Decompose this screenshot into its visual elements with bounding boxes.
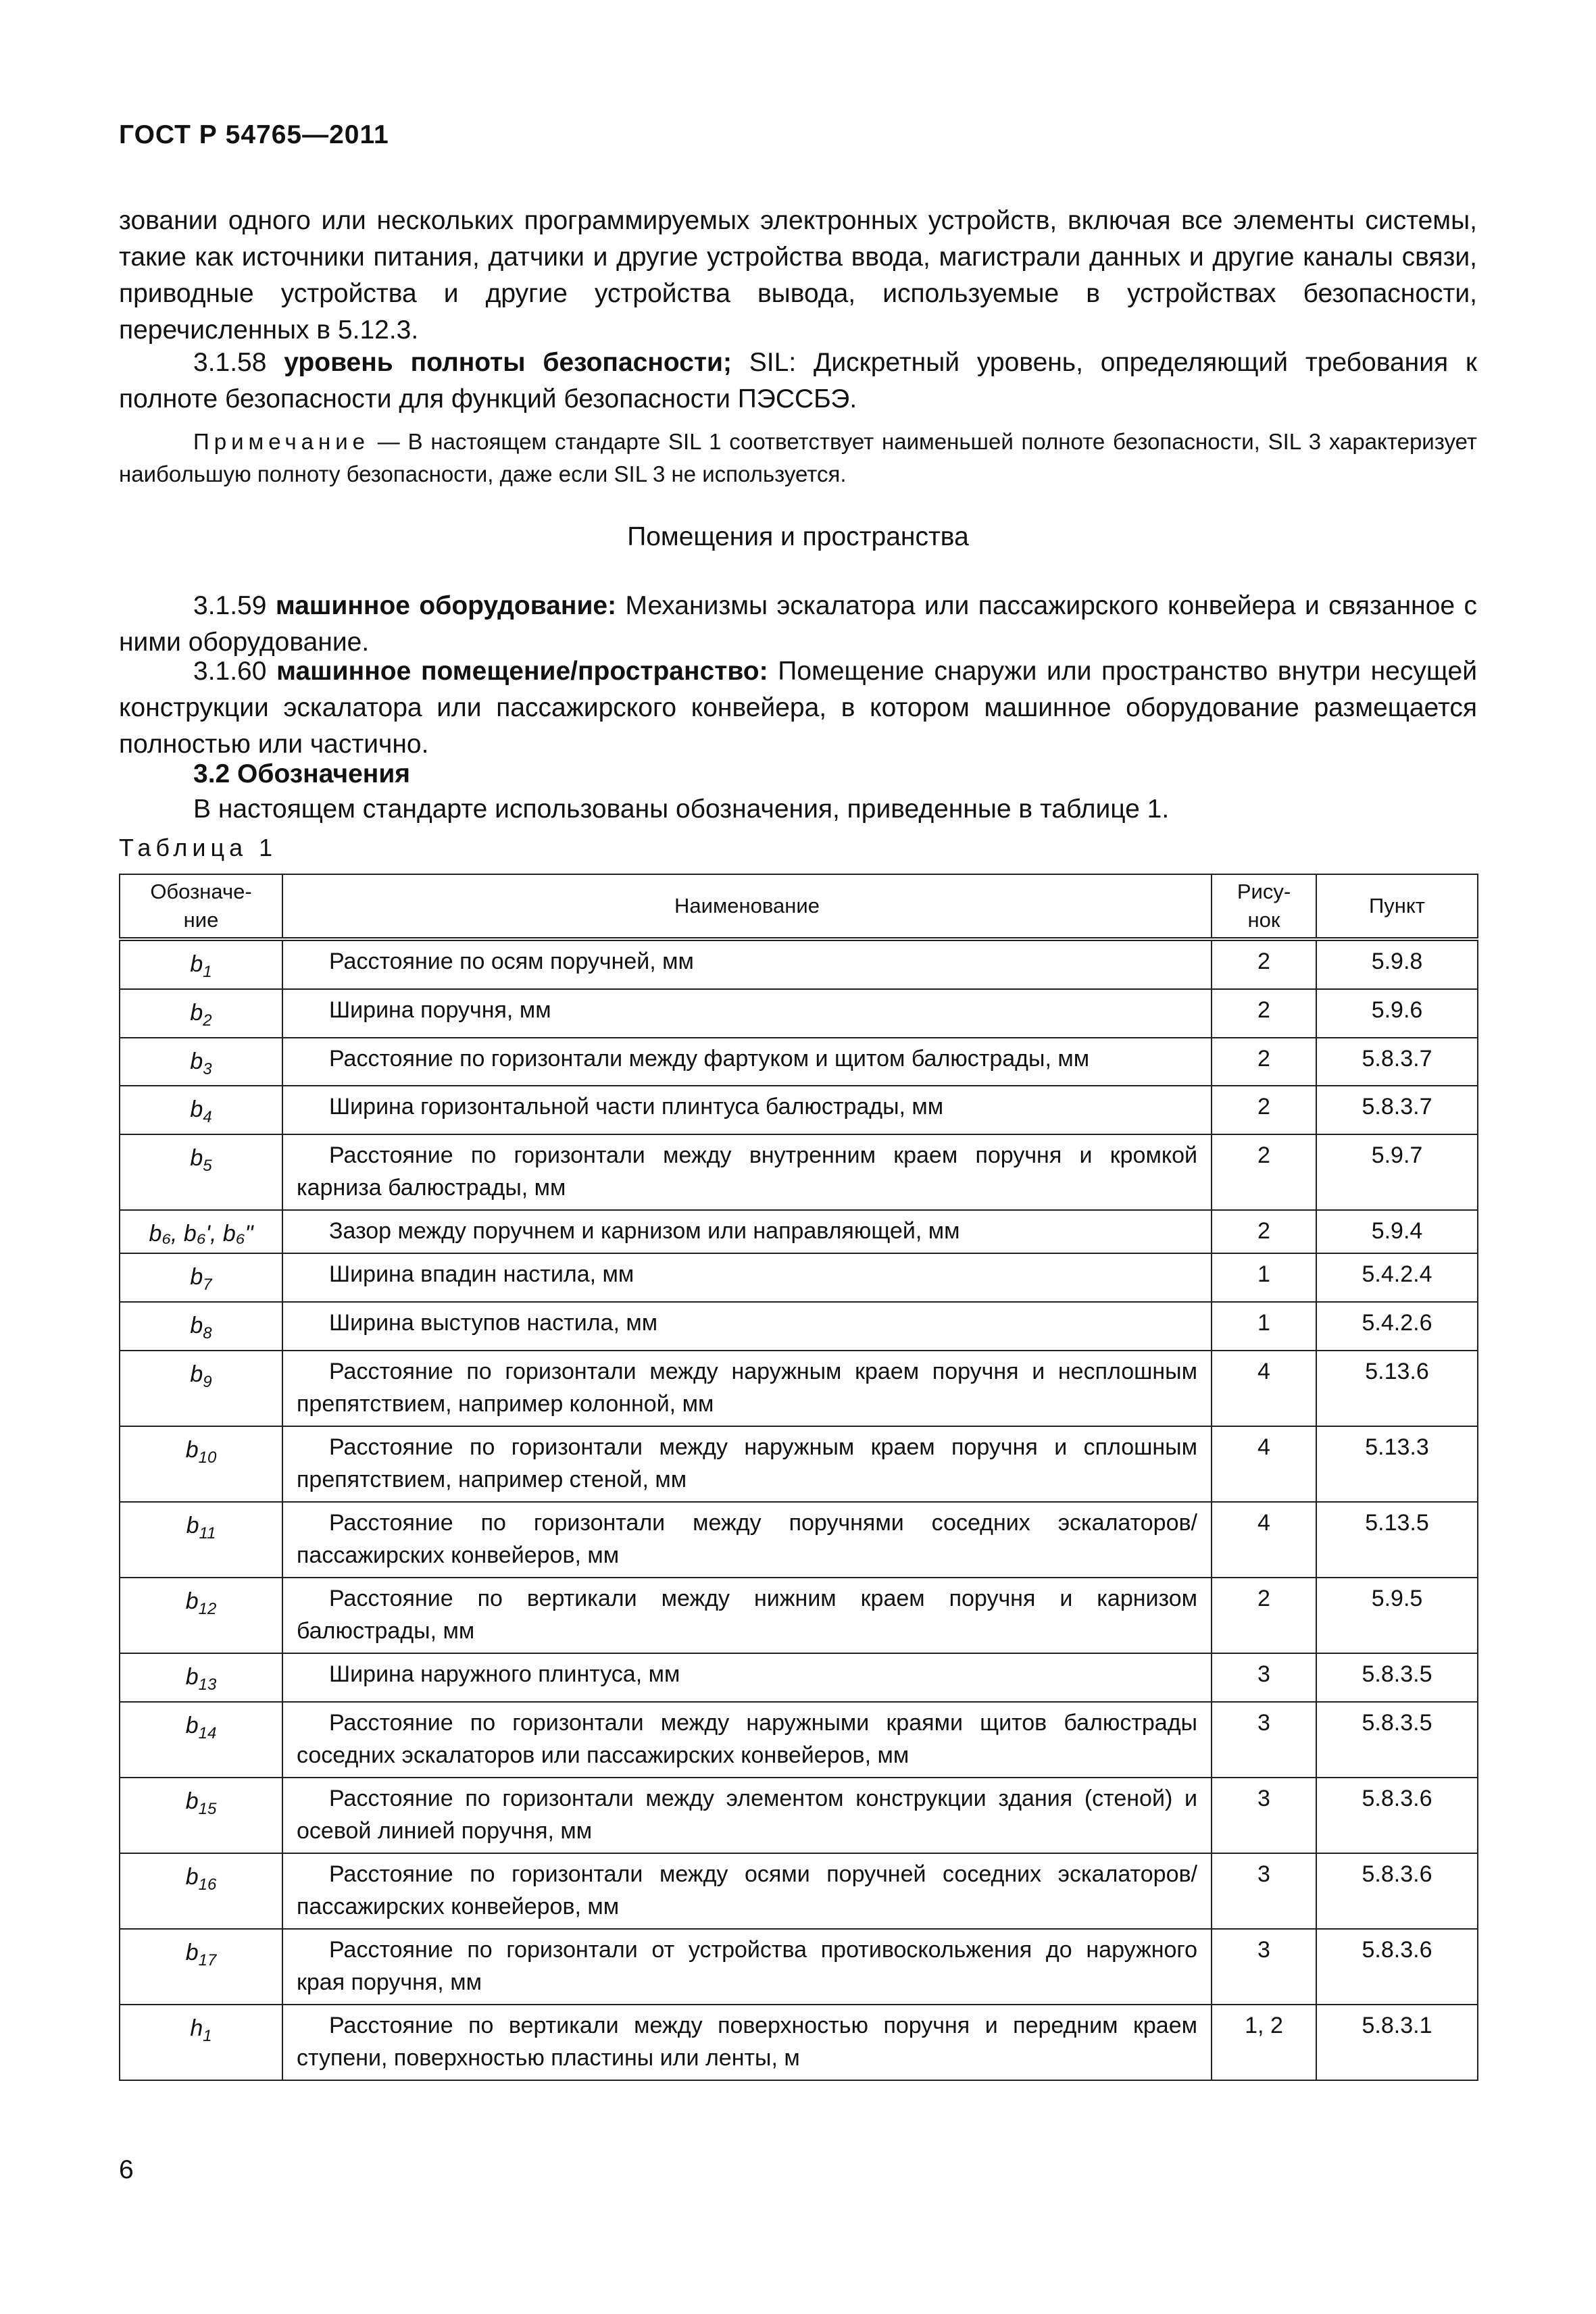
cell-symbol: $h_1$ — [120, 2005, 282, 2080]
cell-clause: 5.4.2.6 — [1316, 1302, 1478, 1351]
cell-clause: 5.9.6 — [1316, 989, 1478, 1038]
header-figure: Рису- нок — [1212, 874, 1316, 939]
cell-symbol: $b_5$ — [120, 1134, 282, 1210]
cell-symbol: $b_{16}$ — [120, 1853, 282, 1929]
table-body — [120, 939, 1478, 2080]
table-row — [120, 1302, 1478, 1351]
cell-name: Расстояние по горизонтали между поручнями соседних эскалаторов/пассажирских конвейеров, мм — [282, 1502, 1212, 1578]
cell-symbol: $b_{11}$ — [120, 1502, 282, 1578]
cell-clause: 5.8.3.6 — [1316, 1778, 1478, 1853]
cell-clause: 5.13.5 — [1316, 1502, 1478, 1578]
cell-figure: 3 — [1212, 1778, 1316, 1853]
cell-figure: 2 — [1212, 939, 1316, 989]
table-row — [120, 1778, 1478, 1853]
cell-name: Расстояние по вертикали между поверхностью поручня и передним краем ступени, поверхностью пластины или ленты, м — [282, 2005, 1212, 2080]
paragraph-continuation: зовании одного или нескольких программируемых электронных устройств, включая все элементы системы, такие как источники питания, датчики и другие устройства ввода, магистрали данных и другие каналы связи, приводные устройства и другие устройства вывода, используемые в устройствах безопасности, перечисленных в 5.12.3. — [119, 206, 1477, 345]
table-row — [120, 1134, 1478, 1210]
cell-clause: 5.9.8 — [1316, 939, 1478, 989]
cell-name: Расстояние по горизонтали между осями поручней соседних эскалаторов/пассажирских конвейеров, мм — [282, 1853, 1212, 1929]
table-row — [120, 1086, 1478, 1134]
note — [119, 426, 1477, 491]
cell-figure: 1 — [1212, 1253, 1316, 1302]
definition-text: Помещение снаружи или пространство внутри несущей конструкции эскалатора или пассажирского конвейера, в котором машинное оборудование размещается полностью или частично. — [119, 657, 1477, 759]
definition-term: уровень полноты безопасности; — [284, 348, 732, 377]
cell-figure: 2 — [1212, 1134, 1316, 1210]
table-row — [120, 1502, 1478, 1578]
definition-number: 3.1.58 — [193, 348, 284, 377]
cell-figure: 1 — [1212, 1302, 1316, 1351]
cell-symbol: $b_{13}$ — [120, 1653, 282, 1702]
cell-clause: 5.13.6 — [1316, 1351, 1478, 1426]
cell-clause: 5.8.3.7 — [1316, 1038, 1478, 1086]
cell-name: Ширина поручня, мм — [282, 989, 1212, 1038]
table-row — [120, 1210, 1478, 1253]
header-symbol: Обозначе- ние — [120, 874, 282, 939]
cell-name: Расстояние по горизонтали между фартуком и щитом балюстрады, мм — [282, 1038, 1212, 1086]
cell-clause: 5.9.5 — [1316, 1578, 1478, 1653]
cell-figure: 1, 2 — [1212, 2005, 1316, 2080]
table-caption: Таблица 1 — [119, 834, 278, 861]
cell-figure: 4 — [1212, 1502, 1316, 1578]
cell-symbol: $b_4$ — [120, 1086, 282, 1134]
cell-symbol: $b_{17}$ — [120, 1929, 282, 2005]
symbols-table — [119, 874, 1478, 2081]
table-row — [120, 989, 1478, 1038]
cell-symbol: $b_{14}$ — [120, 1702, 282, 1778]
cell-symbol: $b_{10}$ — [120, 1426, 282, 1502]
cell-name: Расстояние по вертикали между нижним краем поручня и карнизом балюстрады, мм — [282, 1578, 1212, 1653]
table-row — [120, 1853, 1478, 1929]
definition-3-1-59 — [119, 588, 1477, 661]
cell-clause: 5.13.3 — [1316, 1426, 1478, 1502]
section-heading: Помещения и пространства — [627, 522, 969, 551]
page-number: 6 — [119, 2155, 134, 2184]
cell-figure: 3 — [1212, 1653, 1316, 1702]
table-row — [120, 1578, 1478, 1653]
cell-clause: 5.8.3.7 — [1316, 1086, 1478, 1134]
definition-term: машинное помещение/пространство: — [276, 657, 768, 686]
cell-figure: 4 — [1212, 1426, 1316, 1502]
table-row — [120, 1653, 1478, 1702]
definition-3-1-60 — [119, 653, 1477, 763]
table-row — [120, 1929, 1478, 2005]
table-row — [120, 1351, 1478, 1426]
cell-symbol: $b_3$ — [120, 1038, 282, 1086]
cell-figure: 3 — [1212, 1929, 1316, 2005]
cell-symbol: $b_8$ — [120, 1302, 282, 1351]
definition-text: SIL: Дискретный уровень, определяющий требования к полноте безопасности для функций безопасности ПЭССБЭ. — [119, 348, 1477, 413]
cell-name: Ширина наружного плинтуса, мм — [282, 1653, 1212, 1702]
table-row — [120, 1253, 1478, 1302]
subsection-heading: 3.2 Обозначения — [193, 759, 411, 788]
cell-figure: 2 — [1212, 1038, 1316, 1086]
cell-figure: 3 — [1212, 1702, 1316, 1778]
cell-clause: 5.8.3.5 — [1316, 1702, 1478, 1778]
cell-figure: 4 — [1212, 1351, 1316, 1426]
cell-name: Ширина впадин настила, мм — [282, 1253, 1212, 1302]
note-label: Примечание — [193, 429, 370, 454]
cell-symbol: $b_{12}$ — [120, 1578, 282, 1653]
header-name: Наименование — [282, 874, 1212, 939]
definition-number: 3.1.60 — [193, 657, 277, 686]
cell-name: Расстояние по горизонтали от устройства противоскольжения до наружного края поручня, мм — [282, 1929, 1212, 2005]
cell-clause: 5.8.3.6 — [1316, 1853, 1478, 1929]
header-clause: Пункт — [1316, 874, 1478, 939]
cell-clause: 5.8.3.1 — [1316, 2005, 1478, 2080]
cell-name: Расстояние по горизонтали между наружным краем поручня и сплошным препятствием, например стеной, мм — [282, 1426, 1212, 1502]
cell-name: Расстояние по осям поручней, мм — [282, 939, 1212, 989]
paragraph-intro-table: В настоящем стандарте использованы обозначения, приведенные в таблице 1. — [193, 795, 1170, 824]
note-text: — В настоящем стандарте SIL 1 соответствует наименьшей полноте безопасности, SIL 3 характеризует наибольшую полноту безопасности, даже если SIL 3 не используется. — [119, 429, 1477, 486]
table-row — [120, 2005, 1478, 2080]
document-header: ГОСТ Р 54765—2011 — [119, 120, 389, 149]
cell-name: Ширина горизонтальной части плинтуса балюстрады, мм — [282, 1086, 1212, 1134]
definition-text: Механизмы эскалатора или пассажирского конвейера и связанное с ними оборудование. — [119, 591, 1477, 657]
cell-name: Ширина выступов настила, мм — [282, 1302, 1212, 1351]
table-row — [120, 1702, 1478, 1778]
cell-clause: 5.8.3.6 — [1316, 1929, 1478, 2005]
cell-symbol: $b_9$ — [120, 1351, 282, 1426]
cell-symbol: $b_1$ — [120, 939, 282, 989]
cell-figure: 3 — [1212, 1853, 1316, 1929]
cell-symbol: b₆, b₆', b₆" — [120, 1210, 282, 1253]
table-row — [120, 1038, 1478, 1086]
cell-clause: 5.4.2.4 — [1316, 1253, 1478, 1302]
table-row — [120, 1426, 1478, 1502]
table-row — [120, 939, 1478, 989]
cell-symbol: $b_2$ — [120, 989, 282, 1038]
cell-figure: 2 — [1212, 1578, 1316, 1653]
cell-name: Зазор между поручнем и карнизом или направляющей, мм — [282, 1210, 1212, 1253]
cell-symbol: $b_7$ — [120, 1253, 282, 1302]
cell-name: Расстояние по горизонтали между наружными краями щитов балюстрады соседних эскалаторов или пассажирских конвейеров, мм — [282, 1702, 1212, 1778]
cell-clause: 5.9.4 — [1316, 1210, 1478, 1253]
cell-figure: 2 — [1212, 989, 1316, 1038]
definition-number: 3.1.59 — [193, 591, 276, 620]
cell-symbol: $b_{15}$ — [120, 1778, 282, 1853]
cell-name: Расстояние по горизонтали между элементом конструкции здания (стеной) и осевой линией поручня, мм — [282, 1778, 1212, 1853]
cell-name: Расстояние по горизонтали между наружным краем поручня и несплошным препятствием, например колонной, мм — [282, 1351, 1212, 1426]
cell-figure: 2 — [1212, 1210, 1316, 1253]
cell-clause: 5.8.3.5 — [1316, 1653, 1478, 1702]
cell-name: Расстояние по горизонтали между внутренним краем поручня и кромкой карниза балюстрады, мм — [282, 1134, 1212, 1210]
table-header-row — [120, 874, 1478, 939]
cell-clause: 5.9.7 — [1316, 1134, 1478, 1210]
definition-term: машинное оборудование: — [275, 591, 617, 620]
cell-figure: 2 — [1212, 1086, 1316, 1134]
definition-3-1-58 — [119, 345, 1477, 418]
